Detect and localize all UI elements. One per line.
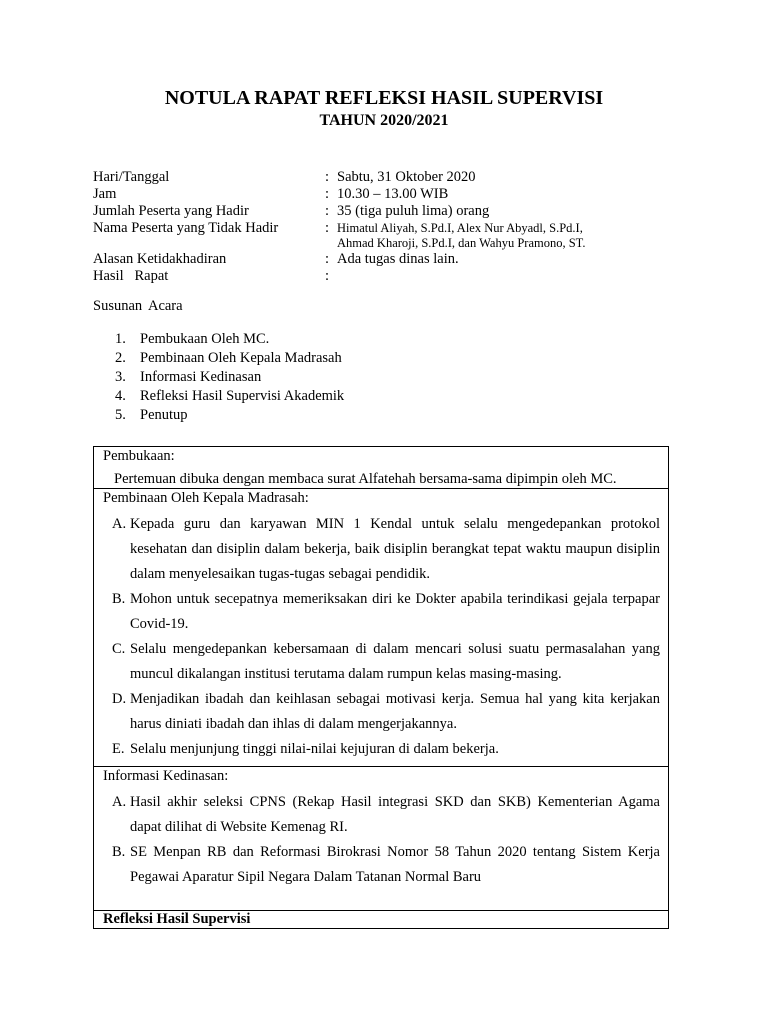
agenda-heading: Susunan Acara [93,298,183,314]
section-heading: Pembukaan: [103,448,175,464]
section-heading: Refleksi Hasil Supervisi [103,911,251,927]
agenda-number: 4. [115,388,126,404]
item-text: Selalu menjunjung tinggi nilai-nilai kejujuran di dalam bekerja. [130,741,499,757]
info-value-continued: Ahmad Kharoji, S.Pd.I, dan Wahyu Pramono, ST. [337,236,586,250]
agenda-number: 5. [115,407,126,423]
agenda-text: Pembukaan Oleh MC. [140,331,270,347]
info-label: Hari/Tanggal [93,169,170,185]
info-value: 10.30 – 13.00 WIB [337,186,449,202]
section-pembukaan [94,447,668,489]
section-pembinaan [94,489,668,767]
pembinaan-item [112,737,660,762]
item-letter: A. [112,516,127,532]
item-letter: E. [112,741,125,757]
item-text: SE Menpan RB dan Reformasi Birokrasi Nomor 58 Tahun 2020 tentang Sistem Kerja Pegawai Aparatur Sipil Negara Dalam Tatanan Normal Baru [130,844,660,885]
section-text: Pertemuan dibuka dengan membaca surat Alfatehah bersama-sama dipimpin oleh MC. [114,471,617,487]
item-text: Mohon untuk secepatnya memeriksakan diri ke Dokter apabila terindikasi gejala terpapar Covid-19. [130,591,660,632]
item-letter: A. [112,794,127,810]
agenda-text: Informasi Kedinasan [140,369,262,385]
pembinaan-item [112,587,660,637]
agenda-number: 2. [115,350,126,366]
item-letter: B. [112,844,126,860]
item-text: Kepada guru dan karyawan MIN 1 Kendal untuk selalu mengedepankan protokol kesehatan dan disiplin dalam bekerja, baik disiplin berangkat tepat waktu maupun disiplin dalam menyelesaikan tugas-tugas sebagai pendidik. [130,516,660,582]
info-colon: : [325,251,330,267]
info-value: Sabtu, 31 Oktober 2020 [337,169,476,185]
info-colon: : [325,220,330,236]
info-colon: : [325,169,330,185]
info-label: Hasil Rapat [93,268,169,284]
pembinaan-item [112,637,660,687]
info-value: 35 (tiga puluh lima) orang [337,203,490,219]
info-colon: : [325,268,330,284]
info-colon: : [325,203,330,219]
section-heading: Pembinaan Oleh Kepala Madrasah: [103,490,309,506]
informasi-item [112,790,660,840]
item-text: Hasil akhir seleksi CPNS (Rekap Hasil integrasi SKD dan SKB) Kementerian Agama dapat dilihat di Website Kemenag RI. [130,794,660,835]
document-subtitle: TAHUN 2020/2021 [319,112,449,129]
pembinaan-item [112,687,660,737]
section-refleksi [94,911,668,929]
agenda-text: Penutup [140,407,188,423]
section-heading: Informasi Kedinasan: [103,768,229,784]
info-value: Himatul Aliyah, S.Pd.I, Alex Nur Abyadl, S.Pd.I, [337,221,583,235]
item-text: Selalu mengedepankan kebersamaan di dalam mencari solusi suatu permasalahan yang muncul dikalangan institusi terutama dalam rumpun kelas masing-masing. [130,641,660,682]
minutes-table [93,446,669,929]
info-colon: : [325,186,330,202]
item-text: Menjadikan ibadah dan keihlasan sebagai motivasi kerja. Semua hal yang kita kerjakan harus diniati ibadah dan ihlas di dalam mengerjakannya. [130,691,660,732]
agenda-text: Pembinaan Oleh Kepala Madrasah [140,350,342,366]
info-label: Jam [93,186,117,202]
item-letter: D. [112,691,127,707]
document-title: NOTULA RAPAT REFLEKSI HASIL SUPERVISI [164,87,604,109]
info-label: Alasan Ketidakhadiran [93,251,227,267]
info-label: Jumlah Peserta yang Hadir [93,203,249,219]
section-informasi [94,767,668,911]
item-letter: C. [112,641,126,657]
info-value: Ada tugas dinas lain. [337,251,459,267]
agenda-number: 3. [115,369,126,385]
item-letter: B. [112,591,126,607]
agenda-text: Refleksi Hasil Supervisi Akademik [140,388,345,404]
agenda-number: 1. [115,331,126,347]
informasi-item [112,840,660,890]
info-label: Nama Peserta yang Tidak Hadir [93,220,279,236]
pembinaan-item [112,512,660,587]
